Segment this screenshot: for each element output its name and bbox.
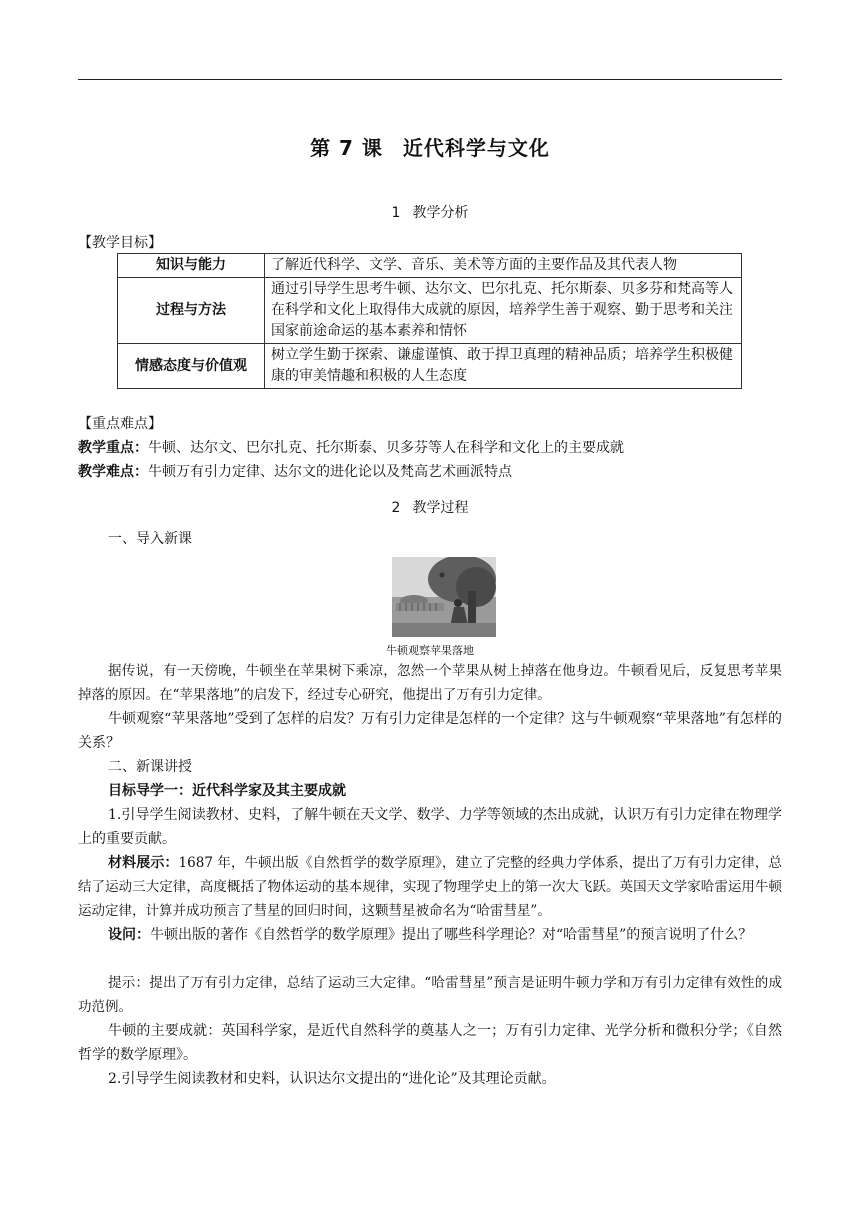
- difficulty-label: 教学难点：: [78, 464, 148, 480]
- newton-apple-illustration: [392, 557, 496, 637]
- section-2-label: 教学过程: [412, 500, 469, 516]
- step-1: 1.引导学生阅读教材、史料，了解牛顿在天文学、数学、力学等领域的杰出成就，认识万有引力定律在物理学上的重要贡献。: [78, 807, 782, 847]
- key-point-text: 牛顿、达尔文、巴尔扎克、托尔斯泰、贝多芬等人在科学和文化上的主要成就: [148, 440, 624, 456]
- key-point-label: 教学重点：: [78, 440, 148, 456]
- section-1-heading: [0, 202, 860, 222]
- header-rule: [78, 79, 782, 80]
- goal-1-heading: 目标导学一：近代科学家及其主要成就: [108, 783, 346, 799]
- goals-heading: 【教学目标】: [78, 235, 162, 251]
- goal-header: 过程与方法: [118, 278, 265, 344]
- section-1-number: 1: [391, 205, 401, 221]
- section-2-number: 2: [391, 500, 401, 516]
- newton-achievement: 牛顿的主要成就：英国科学家，是近代自然科学的奠基人之一；万有引力定律、光学分析和微积分学；《自然哲学的数学原理》。: [78, 1023, 782, 1063]
- intro-question: 牛顿观察“苹果落地”受到了怎样的启发？万有引力定律是怎样的一个定律？这与牛顿观察“苹果落地”有怎样的关系？: [78, 711, 782, 751]
- step-2: 2.引导学生阅读教材和史料，认识达尔文提出的“进化论”及其理论贡献。: [108, 1071, 556, 1087]
- goal-header: 情感态度与价值观: [118, 344, 265, 389]
- key-point: [78, 437, 782, 459]
- goal-text: 通过引导学生思考牛顿、达尔文、巴尔扎克、托尔斯泰、贝多芬和梵高等人在科学和文化上取得伟大成就的原因，培养学生善于观察、勤于思考和关注国家前途命运的基本素养和情怀: [265, 278, 742, 344]
- goal-text: 树立学生勤于探索、谦虚谨慎、敢于捍卫真理的精神品质；培养学生积极健康的审美情趣和积极的人生态度: [265, 344, 742, 389]
- difficulty-text: 牛顿万有引力定律、达尔文的进化论以及梵高艺术画派特点: [148, 464, 512, 480]
- story-paragraph: 据传说，有一天傍晚，牛顿坐在苹果树下乘凉，忽然一个苹果从树上掉落在他身边。牛顿看见后，反复思考苹果掉落的原因。在“苹果落地”的启发下，经过专心研究，他提出了万有引力定律。: [78, 663, 782, 703]
- table-row: [118, 254, 742, 278]
- material-text: 1687 年，牛顿出版《自然哲学的数学原理》，建立了完整的经典力学体系，提出了万有引力定律，总结了运动三大定律，高度概括了物体运动的基本规律，实现了物理学史上的第一次大飞跃。英国天文学家哈雷运用牛顿运动定律，计算并成功预言了彗星的回归时间，这颗彗星被命名为“哈雷彗星”。: [78, 855, 782, 919]
- ask-text: 牛顿出版的著作《自然哲学的数学原理》提出了哪些科学理论？对“哈雷彗星”的预言说明了什么？: [150, 927, 753, 943]
- material-label: 材料展示：: [108, 855, 179, 871]
- table-row: [118, 344, 742, 389]
- new-lesson-heading: 二、新课讲授: [108, 759, 192, 775]
- ask-label: 设问：: [108, 927, 150, 943]
- section-2-heading: [0, 497, 860, 517]
- teaching-goals-table: [117, 253, 742, 389]
- lesson-title: [0, 132, 860, 161]
- hint-paragraph: 提示：提出了万有引力定律，总结了运动三大定律。“哈雷彗星”预言是证明牛顿力学和万有引力定律有效性的成功范例。: [78, 975, 782, 1015]
- newton-apple-drawing: [392, 557, 496, 637]
- difficulty-point: [78, 461, 782, 483]
- intro-heading: 一、导入新课: [108, 531, 192, 547]
- lesson-number: 第 7 课: [310, 136, 383, 160]
- goal-header: 知识与能力: [118, 254, 265, 278]
- ask-paragraph: [78, 923, 782, 947]
- figure-caption: 牛顿观察苹果落地: [386, 644, 474, 657]
- table-row: [118, 278, 742, 344]
- material-paragraph: [78, 851, 782, 923]
- goal-text: 了解近代科学、文学、音乐、美术等方面的主要作品及其代表人物: [265, 254, 742, 278]
- key-difficulty-heading: 【重点难点】: [78, 416, 162, 432]
- section-1-label: 教学分析: [412, 205, 469, 221]
- lesson-name: 近代科学与文化: [402, 136, 550, 160]
